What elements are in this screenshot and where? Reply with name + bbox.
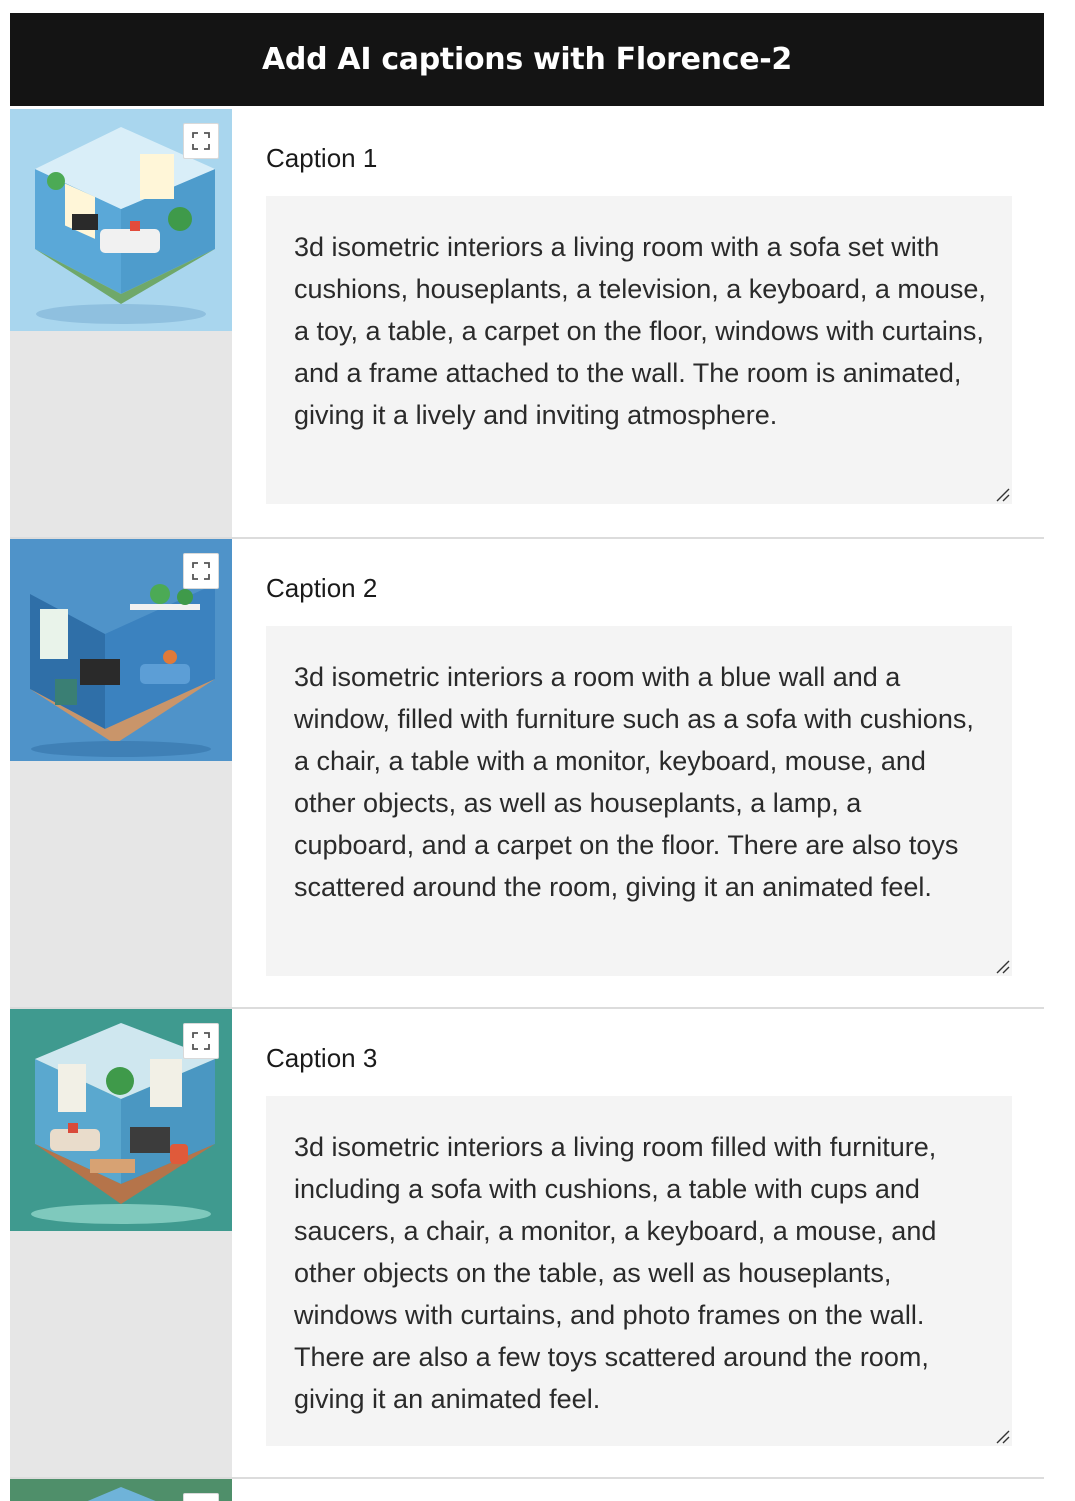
page-header — [10, 13, 1044, 106]
caption-row — [10, 1009, 1044, 1479]
expand-image-button[interactable] — [183, 123, 219, 159]
caption-row — [10, 1479, 1044, 1501]
fullscreen-icon — [192, 1032, 210, 1050]
caption-panel — [232, 109, 1044, 537]
caption-text[interactable]: 3d isometric interiors a room with a blue wall and a window, filled with furniture such as a sofa with cushions, a chair, a table with a monitor, keyboard, mouse, and other objects, as well as houseplants, a lamp, a cupboard, and a carpet on the floor. There are also toys scattered around the room, giving it an animated feel. — [294, 662, 974, 902]
caption-row — [10, 109, 1044, 539]
resize-handle-icon[interactable] — [994, 958, 1010, 974]
app-root — [10, 13, 1044, 1501]
thumbnail-column — [10, 1009, 232, 1477]
resize-handle-icon[interactable] — [994, 1428, 1010, 1444]
caption-textarea[interactable] — [266, 626, 1012, 976]
fullscreen-icon — [192, 132, 210, 150]
caption-textarea[interactable] — [266, 1096, 1012, 1446]
thumbnail-column — [10, 109, 232, 537]
fullscreen-icon — [192, 562, 210, 580]
room-thumbnail[interactable] — [10, 1479, 232, 1501]
caption-label: Caption 2 — [266, 573, 378, 603]
thumbnail-column — [10, 1479, 232, 1501]
caption-row — [10, 539, 1044, 1009]
caption-panel — [232, 1479, 1044, 1501]
caption-text[interactable]: 3d isometric interiors a living room with a sofa set with cushions, houseplants, a television, a keyboard, a mouse, a toy, a table, a carpet on the floor, windows with curtains, and a frame attached to the wall. The room is animated, giving it a lively and inviting atmosphere. — [294, 232, 986, 430]
caption-label: Caption 1 — [266, 143, 378, 173]
caption-panel — [232, 1009, 1044, 1477]
expand-image-button[interactable] — [183, 1493, 219, 1501]
caption-list — [10, 109, 1044, 1501]
expand-image-button[interactable] — [183, 553, 219, 589]
room-thumbnail[interactable] — [10, 539, 232, 761]
thumbnail-column — [10, 539, 232, 1007]
room-thumbnail[interactable] — [10, 1009, 232, 1231]
caption-label: Caption 3 — [266, 1043, 378, 1073]
expand-image-button[interactable] — [183, 1023, 219, 1059]
page-title: Add AI captions with Florence-2 — [261, 42, 792, 77]
resize-handle-icon[interactable] — [994, 486, 1010, 502]
caption-panel — [232, 539, 1044, 1007]
room-thumbnail[interactable] — [10, 109, 232, 331]
caption-textarea[interactable] — [266, 196, 1012, 504]
caption-text[interactable]: 3d isometric interiors a living room filled with furniture, including a sofa with cushions, a table with cups and saucers, a chair, a monitor, a keyboard, a mouse, and other objects on the table, as well as houseplants, windows with curtains, and photo frames on the wall. There are also a few toys scattered around the room, giving it an animated feel. — [294, 1132, 937, 1414]
